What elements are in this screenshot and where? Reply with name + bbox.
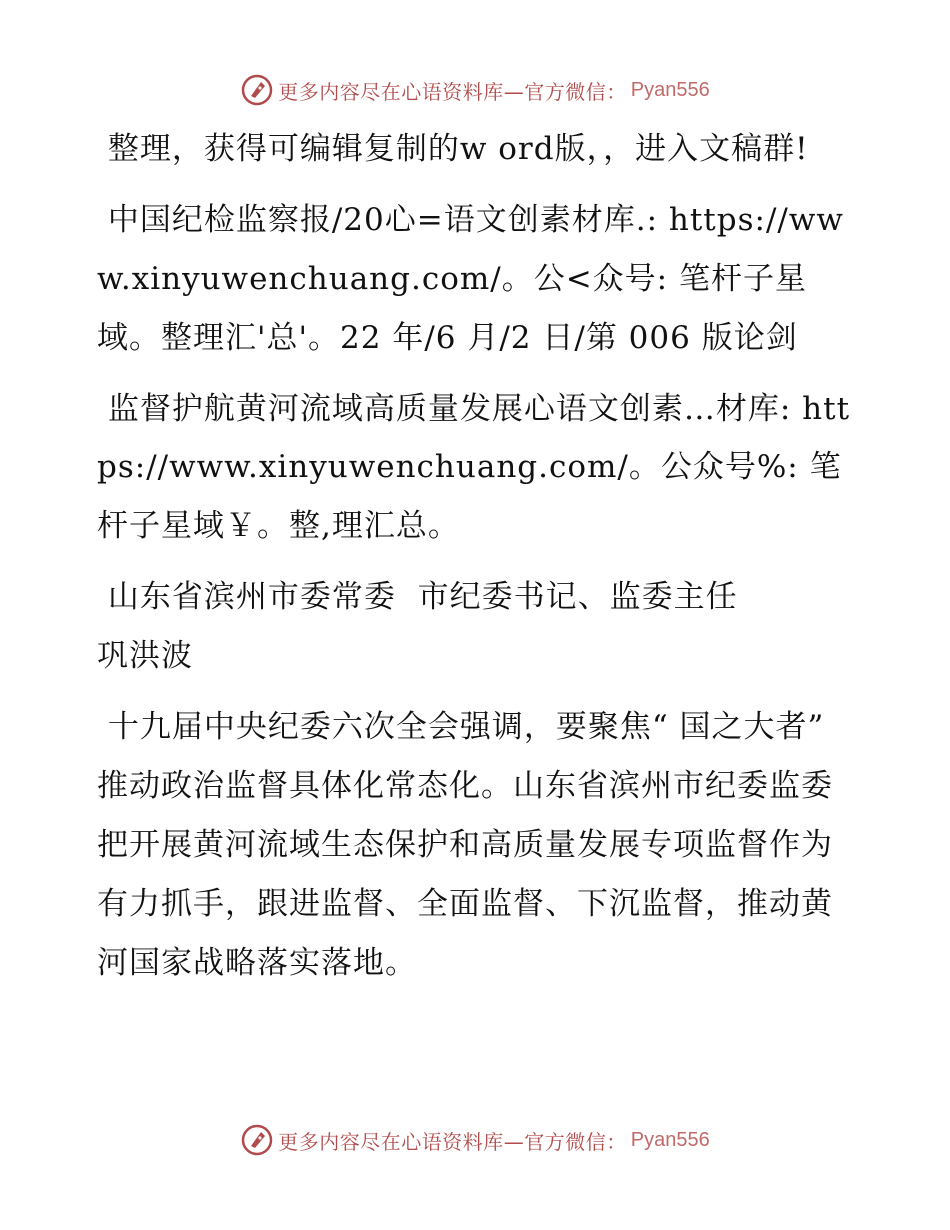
pen-nib-logo-icon <box>240 73 274 107</box>
paragraph-intro: 整理，获得可编辑复制的w ord版，，进入文稿群! <box>97 131 809 167</box>
pen-nib-logo-icon <box>240 1123 274 1157</box>
watermark-wechat-id: Pyan556 <box>630 1128 710 1151</box>
paragraph-author: 山东省滨州市委常委 市纪委书记、监委主任 巩洪波 <box>97 579 738 675</box>
footer-watermark <box>0 1122 950 1158</box>
watermark-wechat-id: Pyan556 <box>630 78 710 101</box>
watermark-text: 更多内容尽在心语资料库—官方微信： <box>278 1129 627 1154</box>
header-watermark <box>0 72 950 108</box>
paragraph-title: 监督护航黄河流域高质量发展心语文创素…材库: https://www.xinyuwenchuang.com/。公众号%: 笔杆子星域￥。整,理汇总。 <box>97 390 851 545</box>
document-body <box>97 120 857 1004</box>
watermark-text: 更多内容尽在心语资料库—官方微信： <box>278 79 627 104</box>
paragraph-body: 十九届中央纪委六次全会强调，要聚焦“ 国之大者” 推动政治监督具体化常态化。山东省滨州市纪委监委把开展黄河流域生态保护和高质量发展专项监督作为有力抓手，跟进监督、全面监督、下沉监督，推动黄河国家战略落实落地。 <box>97 709 836 981</box>
paragraph-source: 中国纪检监察报/20心=语文创素材库.: https://www.xinyuwenchuang.com/。公<众号: 笔杆子星域。整理汇'总'。22 年/6 月/2 日/第 006 版论剑 <box>97 201 844 356</box>
